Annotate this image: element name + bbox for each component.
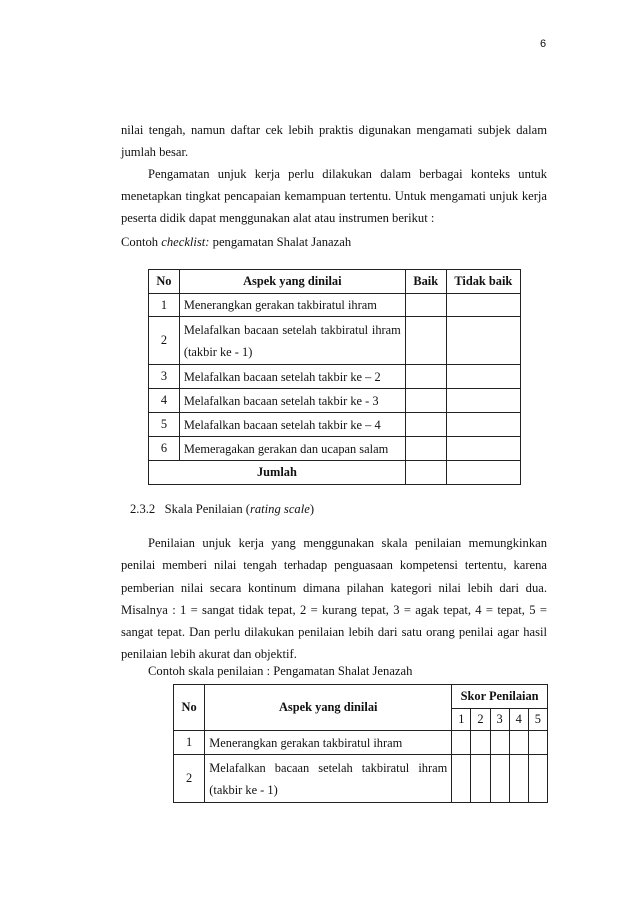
score-5: 5 — [528, 709, 547, 731]
section-title-italic: rating scale — [249, 502, 310, 516]
row-no: 5 — [149, 413, 180, 437]
cell-baik — [405, 294, 446, 317]
section-number: 2.3.2 — [130, 502, 156, 516]
table-row — [174, 755, 548, 803]
cell-score — [509, 731, 528, 755]
cell-score — [528, 731, 547, 755]
rating-header-row — [174, 685, 548, 709]
cell-score — [509, 755, 528, 803]
cell-tidak-baik — [446, 413, 520, 437]
caption-prefix: Contoh — [121, 235, 162, 249]
total-label: Jumlah — [149, 461, 406, 485]
table-row — [149, 389, 521, 413]
paragraph-intro: nilai tengah, namun daftar cek lebih praktis digunakan mengamati subjek dalam jumlah besar. — [121, 123, 547, 159]
table-row — [149, 365, 521, 389]
score-1: 1 — [452, 709, 471, 731]
cell-score — [452, 755, 471, 803]
row-no: 2 — [149, 317, 180, 365]
caption-italic: checklist: — [161, 235, 210, 249]
row-no: 3 — [149, 365, 180, 389]
row-no: 1 — [149, 294, 180, 317]
table-row — [149, 317, 521, 365]
checklist-table — [148, 269, 521, 485]
table-row — [149, 413, 521, 437]
row-aspek: Memeragakan gerakan dan ucapan salam — [179, 437, 405, 461]
cell-tidak-baik — [446, 365, 520, 389]
table-row — [149, 294, 521, 317]
score-3: 3 — [490, 709, 509, 731]
rating-example-caption: Contoh skala penilaian : Pengamatan Shalat Jenazah — [148, 664, 413, 678]
row-aspek: Melafalkan bacaan setelah takbir ke - 3 — [179, 389, 405, 413]
cell-score — [490, 731, 509, 755]
caption-suffix: pengamatan Shalat Janazah — [209, 235, 352, 249]
header-baik: Baik — [405, 270, 446, 294]
row-aspek: Melafalkan bacaan setelah takbir ke – 2 — [179, 365, 405, 389]
score-2: 2 — [471, 709, 490, 731]
row-aspek: Menerangkan gerakan takbiratul ihram — [205, 731, 452, 755]
row-no: 4 — [149, 389, 180, 413]
cell-tidak-baik — [446, 389, 520, 413]
cell-score — [490, 755, 509, 803]
cell-baik — [405, 461, 446, 485]
table-row — [174, 731, 548, 755]
header-aspek: Aspek yang dinilai — [205, 685, 452, 731]
paragraph-rating-scale: Penilaian unjuk kerja yang menggunakan skala penilaian memungkinkan penilai memberi nilai tengah terhadap penguasaan kompetensi tertentu, karena pemberian nilai secara kontinum dimana pilahan kategori nilai lebih dari dua. Misalnya : 1 = sangat tidak tepat, 2 = kurang tepat, 3 = agak tepat, 4 = tepat, 5 = sangat tepat. Dan perlu dilakukan penilaian lebih dari satu orang penilai agar hasil penilaian lebih akurat dan objektif. — [121, 536, 547, 662]
row-aspek: Melafalkan bacaan setelah takbiratul ihram (takbir ke - 1) — [205, 755, 452, 803]
cell-score — [452, 731, 471, 755]
cell-tidak-baik — [446, 317, 520, 365]
cell-baik — [405, 317, 446, 365]
row-no: 2 — [174, 755, 205, 803]
cell-tidak-baik — [446, 461, 520, 485]
score-4: 4 — [509, 709, 528, 731]
header-skor: Skor Penilaian — [452, 685, 548, 709]
row-no: 6 — [149, 437, 180, 461]
row-aspek: Melafalkan bacaan setelah takbiratul ihram (takbir ke - 1) — [179, 317, 405, 365]
rating-scale-table — [173, 684, 548, 803]
row-aspek: Menerangkan gerakan takbiratul ihram — [179, 294, 405, 317]
header-no: No — [174, 685, 205, 731]
cell-tidak-baik — [446, 294, 520, 317]
header-no: No — [149, 270, 180, 294]
total-row — [149, 461, 521, 485]
cell-score — [528, 755, 547, 803]
cell-score — [471, 731, 490, 755]
paragraph-observation: Pengamatan unjuk kerja perlu dilakukan dalam berbagai konteks untuk menetapkan tingkat pencapaian kemampuan tertentu. Untuk mengamati unjuk kerja peserta didik dapat menggunakan alat atau instrumen berikut : — [121, 167, 547, 225]
header-tidak-baik: Tidak baik — [446, 270, 520, 294]
checklist-example-caption — [121, 233, 351, 251]
section-title-suffix: ) — [309, 502, 315, 516]
header-aspek: Aspek yang dinilai — [179, 270, 405, 294]
cell-baik — [405, 437, 446, 461]
table-row — [149, 437, 521, 461]
cell-baik — [405, 413, 446, 437]
cell-baik — [405, 389, 446, 413]
page-number: 6 — [540, 38, 547, 50]
cell-tidak-baik — [446, 437, 520, 461]
row-aspek: Melafalkan bacaan setelah takbir ke – 4 — [179, 413, 405, 437]
section-title-prefix: Skala Penilaian ( — [164, 502, 250, 516]
section-heading — [130, 500, 314, 518]
cell-baik — [405, 365, 446, 389]
checklist-header-row — [149, 270, 521, 294]
cell-score — [471, 755, 490, 803]
row-no: 1 — [174, 731, 205, 755]
